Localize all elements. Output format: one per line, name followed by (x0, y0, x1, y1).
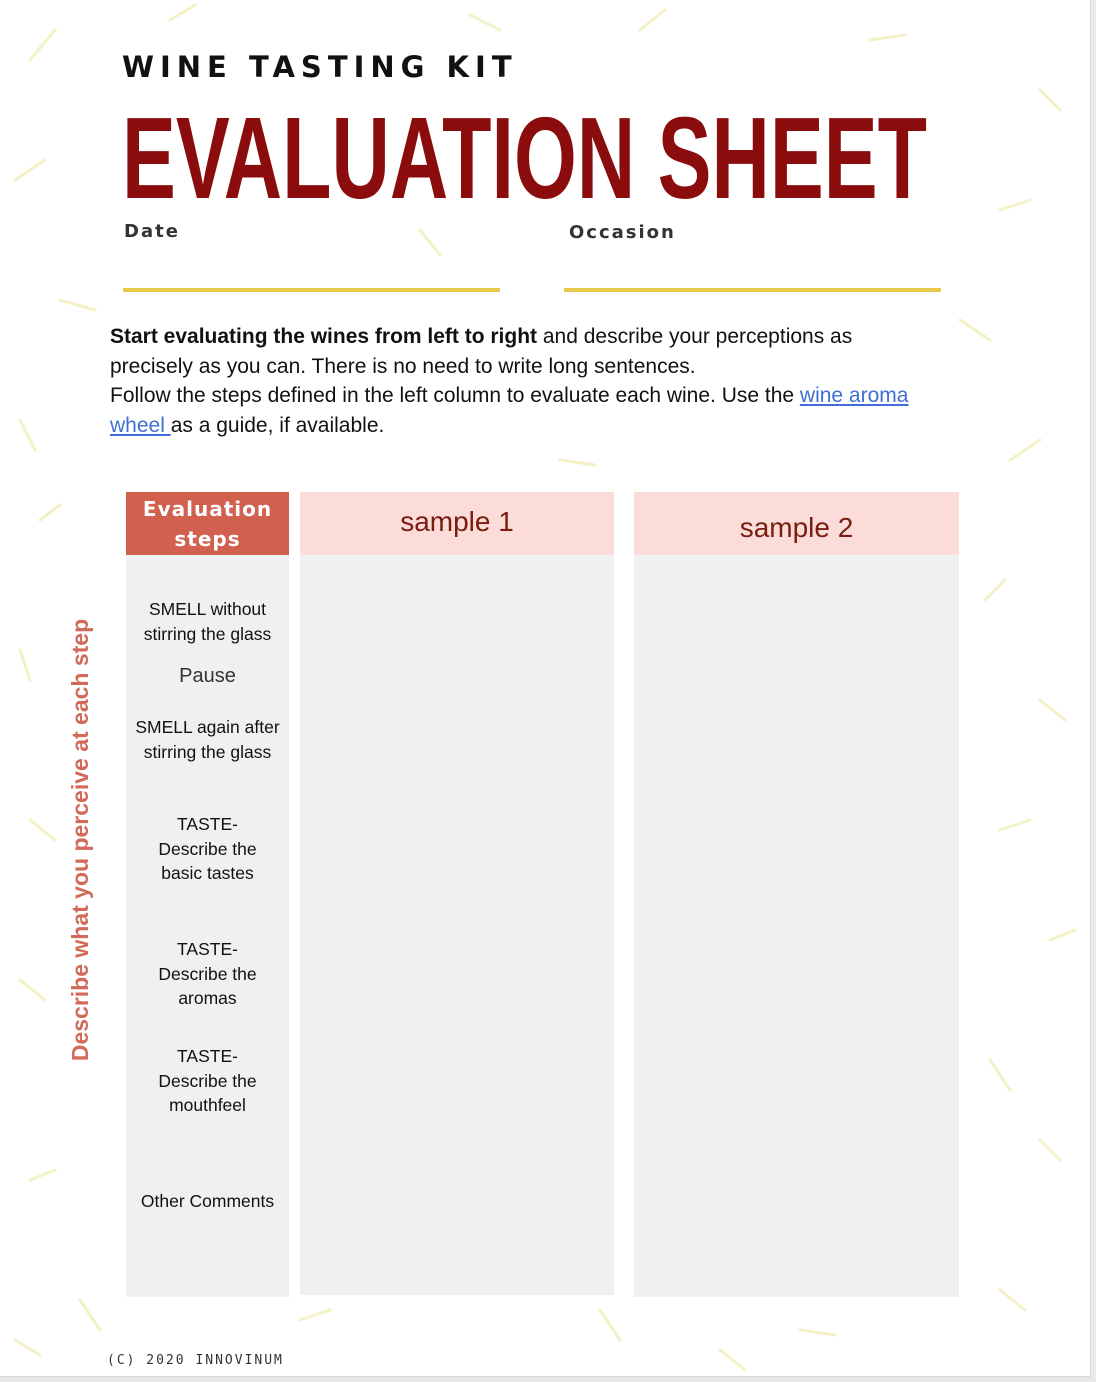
steps-column (126, 555, 289, 1297)
step-taste-mouthfeel: TASTE- Describe the mouthfeel (158, 1046, 257, 1115)
copyright-footer: (C) 2020 INNOVINUM (107, 1353, 284, 1368)
intro-text-3: as a guide, if available. (170, 413, 385, 437)
main-title (120, 98, 960, 218)
step-smell-without-stirring: SMELL without stirring the glass (143, 599, 272, 644)
sample-1-notes-area[interactable] (300, 555, 614, 1295)
intro-text-2: Follow the steps defined in the left column to evaluate each wine. Use the (110, 384, 800, 407)
wine-aroma-wheel-link[interactable]: wine aroma wheel (110, 384, 909, 437)
step-smell-after-stirring: SMELL again after stirring the glass (135, 717, 280, 762)
intro-bold-lead: Start evaluating the wines from left to right (110, 325, 538, 348)
step-pause: Pause (179, 665, 236, 687)
kit-title: WINE TASTING KIT (122, 50, 518, 84)
step-taste-aromas: TASTE- Describe the aromas (158, 939, 257, 1008)
step-other-comments: Other Comments (140, 1191, 275, 1211)
steps-header: Evaluation steps (126, 492, 289, 555)
side-label: Describe what you perceive at each step (67, 618, 93, 1062)
date-input-line[interactable] (123, 288, 500, 292)
date-label: Date (124, 221, 180, 242)
sample-1-header: sample 1 (300, 492, 614, 555)
sample-2-notes-area[interactable] (634, 555, 959, 1297)
main-title-text: EVALUATION SHEET (122, 98, 927, 218)
occasion-input-line[interactable] (564, 288, 941, 292)
intro-paragraph (110, 322, 940, 440)
intro-text-1: and describe your perceptions as precisely as you can. There is no need to write long sentences. (110, 325, 853, 378)
occasion-label: Occasion (569, 222, 676, 243)
step-taste-basic: TASTE- Describe the basic tastes (158, 814, 257, 883)
sample-2-header: sample 2 (634, 492, 959, 555)
